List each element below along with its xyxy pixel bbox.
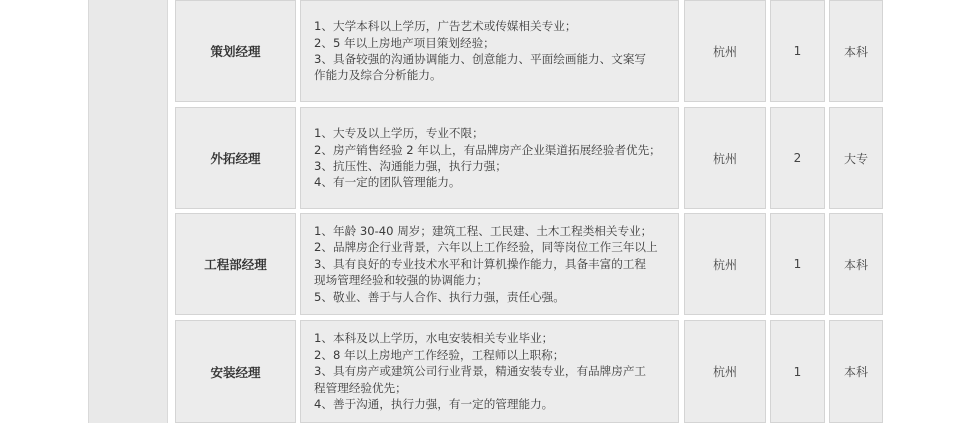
headcount: 1: [793, 257, 802, 271]
requirement-line: 1、本科及以上学历，水电安装相关专业毕业；: [314, 331, 554, 346]
education-cell: [829, 213, 883, 315]
requirement-line: 5、敬业、善于与人合作、执行力强，责任心强。: [314, 289, 565, 304]
location: 杭州: [712, 44, 737, 59]
job-title: 工程部经理: [204, 257, 267, 272]
requirements-cell: [300, 107, 679, 209]
requirement-line: 程管理经验优先；: [314, 380, 407, 395]
count-cell: [770, 107, 825, 209]
requirement-line: 2、品牌房企行业背景，六年以上工作经验，同等岗位工作三年以上: [314, 240, 658, 255]
requirement-line: 现场管理经验和较强的协调能力；: [314, 273, 488, 288]
education: 大专: [843, 151, 868, 166]
job-title-cell: [175, 0, 296, 102]
requirement-line: 3、具备较强的沟通协调能力、创意能力、平面绘画能力、文案写: [314, 52, 647, 66]
requirement-line: 1、大学本科以上学历，广告艺术或传媒相关专业；: [314, 19, 577, 34]
count-cell: [770, 213, 825, 315]
job-title-cell: [175, 107, 296, 209]
requirements-cell: [300, 0, 679, 102]
requirement-line: 3、抗压性、沟通能力强，执行力强；: [314, 159, 507, 173]
requirement-line: 2、5 年以上房地产项目策划经验；: [314, 35, 495, 50]
location-cell: [684, 320, 766, 423]
requirement-line: 3、具有房产或建筑公司行业背景，精通安装专业，有品牌房产工: [314, 364, 647, 379]
location: 杭州: [712, 365, 737, 379]
job-title: 外拓经理: [210, 151, 261, 166]
headcount: 1: [793, 364, 802, 379]
requirement-line: 1、年龄 30-40 周岁；建筑工程、工民建、土木工程类相关专业；: [314, 223, 653, 238]
location-cell: [684, 0, 766, 102]
location-cell: [684, 213, 766, 315]
requirement-line: 4、善于沟通，执行力强，有一定的管理能力。: [314, 397, 554, 412]
job-title-cell: [175, 320, 296, 423]
requirement-line: 2、8 年以上房地产工作经验，工程师以上职称；: [314, 347, 565, 362]
job-title-cell: [175, 213, 296, 315]
job-title: 安装经理: [210, 364, 261, 380]
education-cell: [829, 0, 883, 102]
requirement-line: 4、有一定的团队管理能力。: [314, 175, 461, 190]
education: 本科: [843, 365, 868, 379]
requirement-line: 作能力及综合分析能力。: [314, 68, 442, 83]
requirement-line: 1、大专及以上学历，专业不限；: [314, 126, 484, 141]
requirements-cell: [300, 213, 679, 315]
left-side-band: [88, 0, 168, 423]
headcount: 1: [793, 44, 802, 58]
requirement-line: 3、具有良好的专业技术水平和计算机操作能力，具备丰富的工程: [314, 256, 647, 271]
location-cell: [684, 107, 766, 209]
education-cell: [829, 107, 883, 209]
education: 本科: [843, 257, 868, 272]
job-title: 策划经理: [210, 44, 261, 59]
education-cell: [829, 320, 883, 423]
headcount: 2: [793, 151, 802, 165]
requirements-cell: [300, 320, 679, 423]
count-cell: [770, 320, 825, 423]
education: 本科: [843, 44, 868, 59]
count-cell: [770, 0, 825, 102]
location: 杭州: [712, 257, 737, 272]
requirement-line: 2、房产销售经验 2 年以上，有品牌房产企业渠道拓展经验者优先；: [314, 142, 661, 157]
location: 杭州: [712, 151, 737, 166]
